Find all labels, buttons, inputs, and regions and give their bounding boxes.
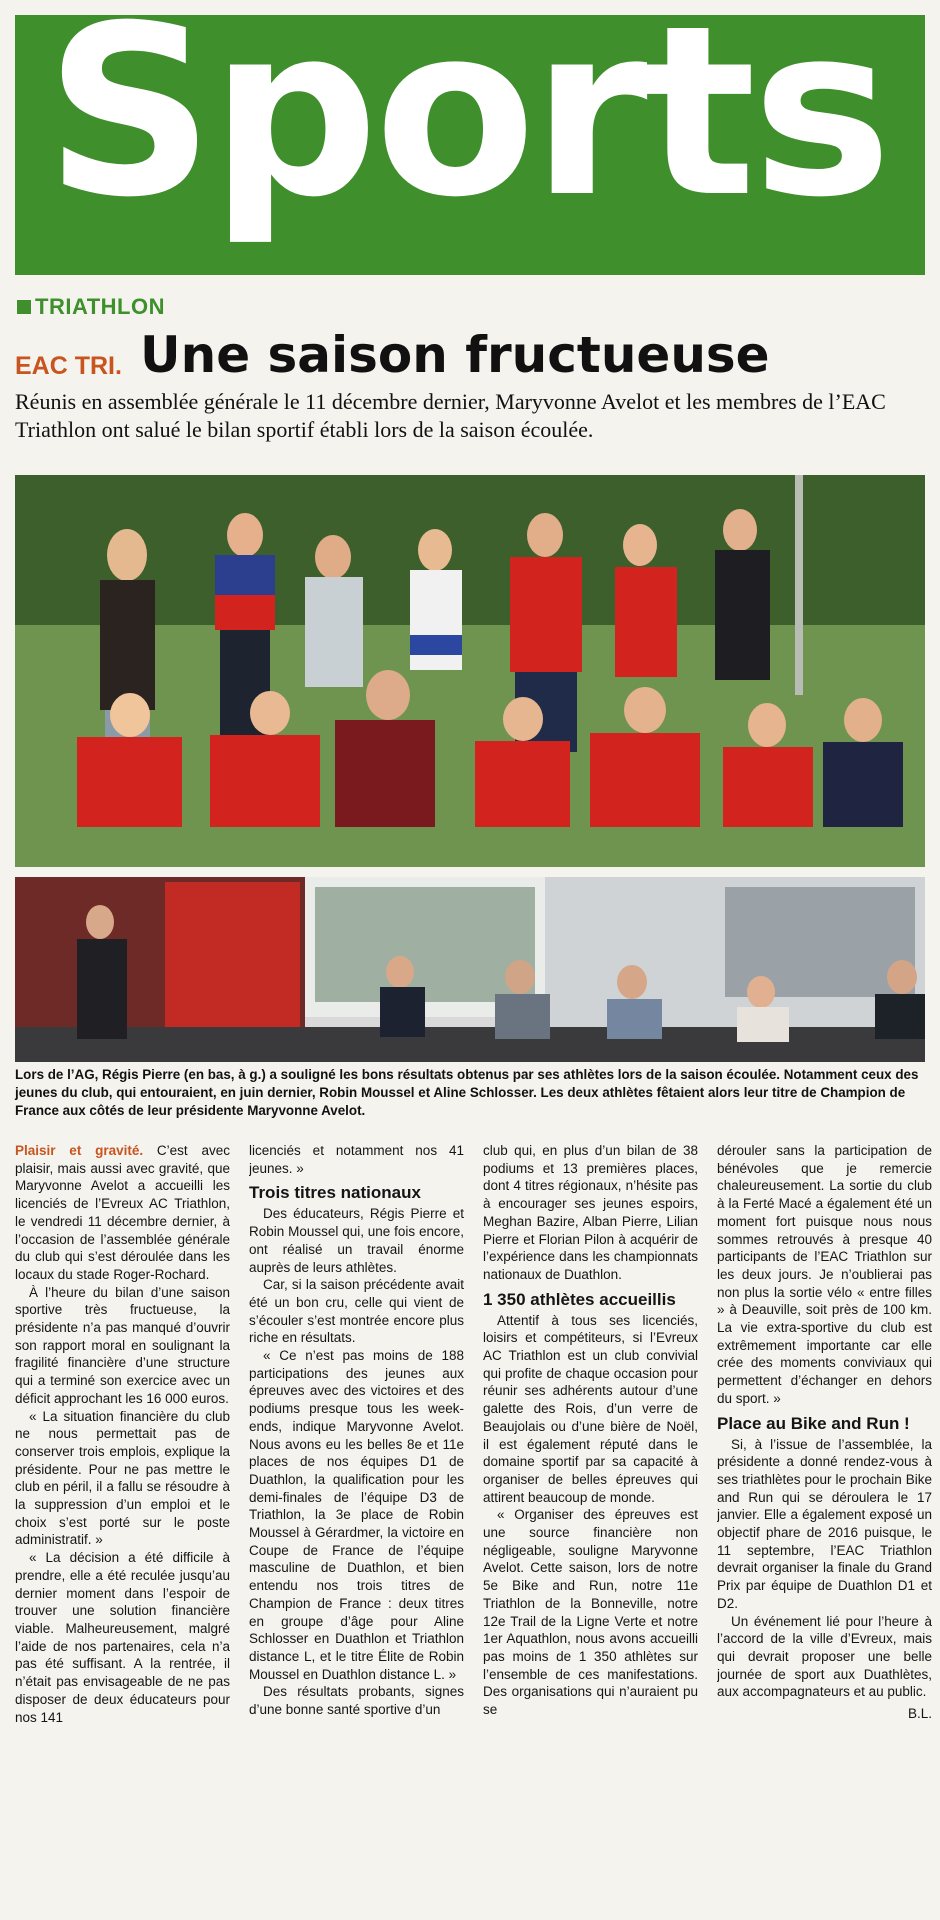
article-headline: Une saison fructueuse [140,326,770,384]
author-signature: B.L. [907,1706,932,1722]
article-kicker: EAC TRI. [15,352,122,380]
paragraph: dérouler sans la participation de bénévoles que je remercie chaleureusement. La sortie du club à la Ferté Macé a également été un moment fort puisque nous nous sommes retrouvés à presque 40 participants de l’EAC Triathlon sur les deux jours. Je n’oublierai pas non plus la sortie vélo « entre filles » à Deauville, soit près de 100 km. La vie extra-sportive du club est extrêmement importante car elle crée des moments conviviaux qui permettent d’échanger en dehors du sport. » [717,1143,932,1406]
paragraph: Si, à l’issue de l’assemblée, la présidente a donné rendez-vous à ses triathlètes pour le prochain Bike and Run qui se déroulera le 17 janvier. Elle a également exposé un objectif phare de 2016 puisque, le 11 septembre, l’EAC Triathlon devrait organiser la finale du Grand Prix par équipe de Duathlon D1 et D2. [717,1436,932,1611]
meeting-photo-illustration [15,877,925,1062]
rubric-square-icon [17,300,31,314]
meeting-photo [15,877,925,1062]
article-column-4 [717,1142,932,1887]
paragraph: C’est avec plaisir, mais aussi avec gravité, que Maryvonne Avelot a accueilli les licenciés de l’Evreux AC Triathlon, le vendredi 11 décembre dernier, à l’occasion de l’assemblée générale du club qui s’est déroulée dans les locaux du stade Roger-Rochard. [15,1143,230,1282]
paragraph: À l’heure du bilan d’une saison sportive très fructueuse, la présidente n’a pas manqué d’ouvrir son rapport moral en soulignant la fragilité financière d’une structure qui a terminé son exercice avec un déficit approchant les 16 000 euros. [15,1284,230,1406]
article-body [15,1142,932,1887]
article-column-1 [15,1142,230,1887]
sports-banner [15,15,925,275]
subheading: 1 350 athlètes accueillis [483,1289,676,1309]
section-rubric [17,295,165,319]
paragraph: « Organiser des épreuves est une source financière non négligeable, souligne Maryvonne Avelot. Cette saison, lors de notre 5e Bike and Run, notre 11e Triathlon de la Bonneville, notre 12e Trail de la Ligne Verte et notre 1er Aquathlon, nous avons accueilli pas moins de 1 350 athlètes sur l’ensemble de ces manifestations. Des organisations qui n’auraient pu se [483,1507,698,1718]
subheading: Place au Bike and Run ! [717,1413,910,1433]
paragraph: Car, si la saison précédente avait été un bon cru, celle qui vient de s’écouler s’est montrée encore plus riche en résultats. [249,1277,464,1346]
paragraph: Des éducateurs, Régis Pierre et Robin Moussel qui, une fois encore, ont réalisé un travail énorme auprès de leurs athlètes. [249,1206,464,1275]
team-photo-illustration [15,475,925,867]
photo-caption: Lors de l’AG, Régis Pierre (en bas, à g.) a souligné les bons résultats obtenus par ses athlètes lors de la saison écoulée. Notamment ceux des jeunes du club, qui entouraient, en juin dernier, Robin Moussel et Aline Schlosser. Les deux athlètes fêtaient alors leur titre de Champion de France aux côtés de leur présidente Maryvonne Avelot. [15,1067,919,1118]
paragraph: Des résultats probants, signes d’une bonne santé sportive d’un [249,1684,464,1718]
paragraph: « La décision a été difficile à prendre, elle a été reculée jusqu’au dernier moment dans l’espoir de trouver une solution financière viable. Malheureusement, malgré l’aide de nos partenaires, cela n’a pas été suffisant. A la rentrée, il n’était pas envisageable de ne pas disposer de deux éducateurs pour nos 141 [15,1550,230,1725]
article-lead: Réunis en assemblée générale le 11 décembre dernier, Maryvonne Avelot et les membres de l’EAC Triathlon ont salué le bilan sportif établi lors de la saison écoulée. [15,389,886,442]
article-column-2 [249,1142,464,1887]
paragraph: « Ce n’est pas moins de 188 participations des jeunes aux épreuves avec des victoires et des podiums presque tous les week-ends, indique Maryvonne Avelot. Nous avons eu les belles 8e et 11e places de nos équipes D1 de Duathlon, la qualification pour les demi-finales de l’équipe D3 de Triathlon, la 3e place de Robin Moussel à Gérardmer, la victoire en Coupe de France de l’équipe masculine de Duathlon, et bien entendu nos trois titres de Champion de France : deux titres en groupe d’âge pour Aline Schlosser en Duathlon et Triathlon distance L, et le titre Élite de Robin Moussel en Duathlon distance L. » [249,1348,464,1682]
article-column-3 [483,1142,698,1887]
paragraph: Un événement lié pour l’heure à l’accord de la ville d’Evreux, mais qui devrait proposer une belle journée de sport aux Duathlètes, aux accompagnateurs et au public. [717,1613,932,1700]
paragraph: club qui, en plus d’un bilan de 38 podiums et 13 premières places, dont 4 titres régionaux, n’hésite pas à encourager ses jeunes espoirs, Meghan Bazire, Alban Pierre, Lilian Pierre et Florian Pilon à acquérir de l’expérience dans les championnats nationaux de Duathlon. [483,1143,698,1282]
subheading: Trois titres nationaux [249,1183,421,1203]
team-photo [15,475,925,867]
paragraph: « La situation financière du club ne nous permettait pas de conserver trois emplois, explique la présidente. Pour ne pas mettre le club en péril, il a fallu se résoudre à la suppression d’un emploi et le choix s’est porté sur le poste administratif. » [15,1408,230,1548]
banner-title: Sports [45,15,889,249]
paragraph: licenciés et notamment nos 41 jeunes. » [249,1143,464,1176]
rubric-label: TRIATHLON [35,294,165,319]
run-in-heading: Plaisir et gravité. [15,1143,144,1158]
paragraph: Attentif à tous ses licenciés, loisirs et compétiteurs, si l’Evreux AC Triathlon est un club convivial qui profite de chaque occasion pour réunir ses adhérents autour d’une galette des Rois, d’un verre de Beaujolais ou d’une bière de Noël, il est également réputé dans le domaine sportif par sa capacité à organiser de belles épreuves qui attirent beaucoup de monde. [483,1312,698,1505]
